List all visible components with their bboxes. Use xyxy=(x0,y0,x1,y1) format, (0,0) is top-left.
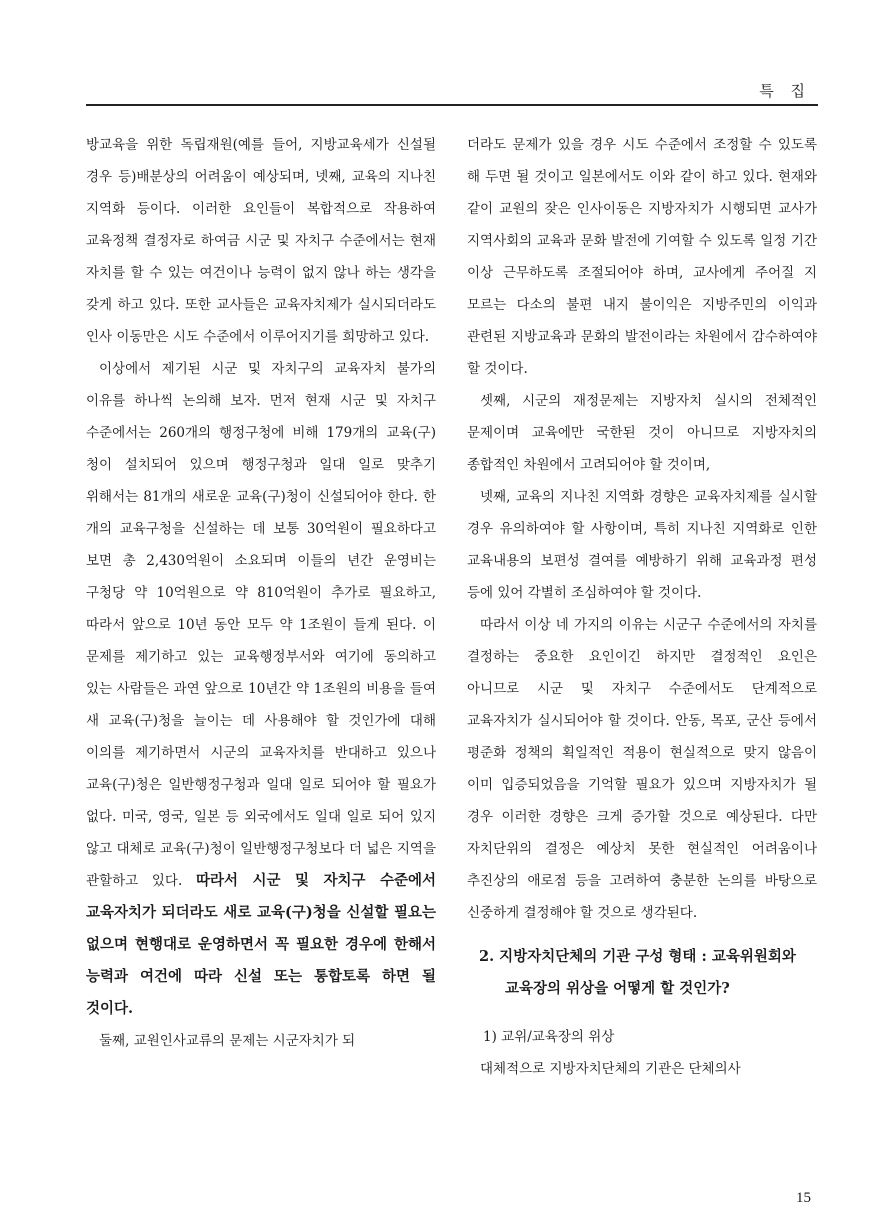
left-paragraph-3: 둘째, 교원인사교류의 문제는 시군자치가 되 xyxy=(99,1033,356,1049)
right-paragraph-4: 따라서 이상 네 가지의 이유는 시군구 수준에서의 자치를 결정하는 중요한 요인이긴 하지만 결정적인 요인은 아니므로 시군 및 자치구 수준에서도 단계적으로 교육자치가 실시되어야 할 것이다. 안동, 목포, 군산 등에서 평준화 정책의 획일적인 적용이 현실적으로 맞지 않음이 이미 입증되었음을 기억할 필요가 있으며 지방자치가 될 경우 이러한 경향은 크게 증가할 것으로 예상된다. 다만 자치단위의 결정은 예상치 못한 현실적인 어려움이나 추진상의 애로점 등을 고려하여 충분한 논의를 바탕으로 신중하게 결정해야 할 것으로 생각된다. xyxy=(467,617,817,921)
right-paragraph-5: 대체적으로 지방자치단체의 기관은 단체의사 xyxy=(480,1061,741,1077)
section-heading: 2. 지방자치단체의 기관 구성 형태 : 교육위원회와 교육장의 위상을 어떻게 할 것인가? xyxy=(479,948,796,997)
sub-heading: 1) 교위/교육장의 위상 xyxy=(483,1029,615,1045)
left-column xyxy=(86,129,436,1057)
right-column xyxy=(467,129,817,1085)
left-paragraph-2-text: 이상에서 제기된 시군 및 자치구의 교육자치 불가의 이유를 하나씩 논의해 보자. 먼저 현재 시군 및 자치구 수준에서는 260개의 행정구청에 비해 179개의 교육(구)청이 설치되어 있으며 행정구청과 일대 일로 맞추기 위해서는 81개의 새로운 교육(구)청이 신설되어야 한다. 한 개의 교육구청을 신설하는 데 보통 30억원이 필요하다고 보면 총 2,430억원이 소요되며 이들의 년간 운영비는 구청당 약 10억원으로 약 810억원이 추가로 필요하고, 따라서 앞으로 10년 동안 모두 약 1조원이 들게 된다. 이 문제를 제기하고 있는 교육행정부서와 여기에 동의하고 있는 사람들은 과연 앞으로 10년간 약 1조원의 비용을 들여 새 교육(구)청을 늘이는 데 사용해야 할 것인가에 대해 이의를 제기하면서 시군의 교육자치를 반대하고 있으나 교육(구)청은 일반행정구청과 일대 일로 되어야 할 필요가 없다. 미국, 영국, 일본 등 외국에서도 일대 일로 되어 있지 않고 대체로 교육(구)청이 일반행정구청보다 더 넓은 지역을 관할하고 있다. xyxy=(86,361,436,889)
right-paragraph-2: 셋째, 시군의 재정문제는 지방자치 실시의 전체적인 문제이며 교육에만 국한된 것이 아니므로 지방자치의 종합적인 차원에서 고려되어야 할 것이며, xyxy=(467,393,817,473)
section-label: 특 집 xyxy=(759,82,811,100)
left-paragraph-1: 방교육을 위한 독립재원(예를 들어, 지방교육세가 신설될 경우 등)배분상의 어려움이 예상되며, 넷째, 교육의 지나친 지역화 등이다. 이러한 요인들이 복합적으로 작용하여 교육정책 결정자로 하여금 시군 및 자치구 수준에서는 현재 자치를 할 수 있는 여건이나 능력이 없지 않나 하는 생각을 갖게 하고 있다. 또한 교사들은 교육자치제가 실시되더라도 인사 이동만은 시도 수준에서 이루어지기를 희망하고 있다. xyxy=(86,137,436,345)
right-paragraph-1: 더라도 문제가 있을 경우 시도 수준에서 조정할 수 있도록 해 두면 될 것이고 일본에서도 이와 같이 하고 있다. 현재와 같이 교원의 잦은 인사이동은 지방자치가 시행되면 교사가 지역사회의 교육과 문화 발전에 기여할 수 있도록 일정 기간 이상 근무하도록 조절되어야 하며, 교사에게 주어질 지 모르는 다소의 불편 내지 불이익은 지방주민의 이익과 관련된 지방교육과 문화의 발전이라는 차원에서 감수하여야 할 것이다. xyxy=(467,137,817,377)
left-paragraph-2 xyxy=(86,353,436,1025)
right-paragraph-3: 넷째, 교육의 지나친 지역화 경향은 교육자치제를 실시할 경우 유의하여야 할 사항이며, 특히 지나친 지역화로 인한 교육내용의 보편성 결여를 예방하기 위해 교육과정 편성 등에 있어 각별히 조심하여야 할 것이다. xyxy=(467,489,817,601)
page-number: 15 xyxy=(796,1190,811,1206)
left-paragraph-2-bold: 따라서 시군 및 자치구 수준에서 교육자치가 되더라도 새로 교육(구)청을 신설할 필요는 없으며 현행대로 운영하면서 꼭 필요한 경우에 한해서 능력과 여건에 따라 신설 또는 통합토록 하면 될 것이다. xyxy=(86,872,436,1017)
header-rule xyxy=(86,104,818,106)
